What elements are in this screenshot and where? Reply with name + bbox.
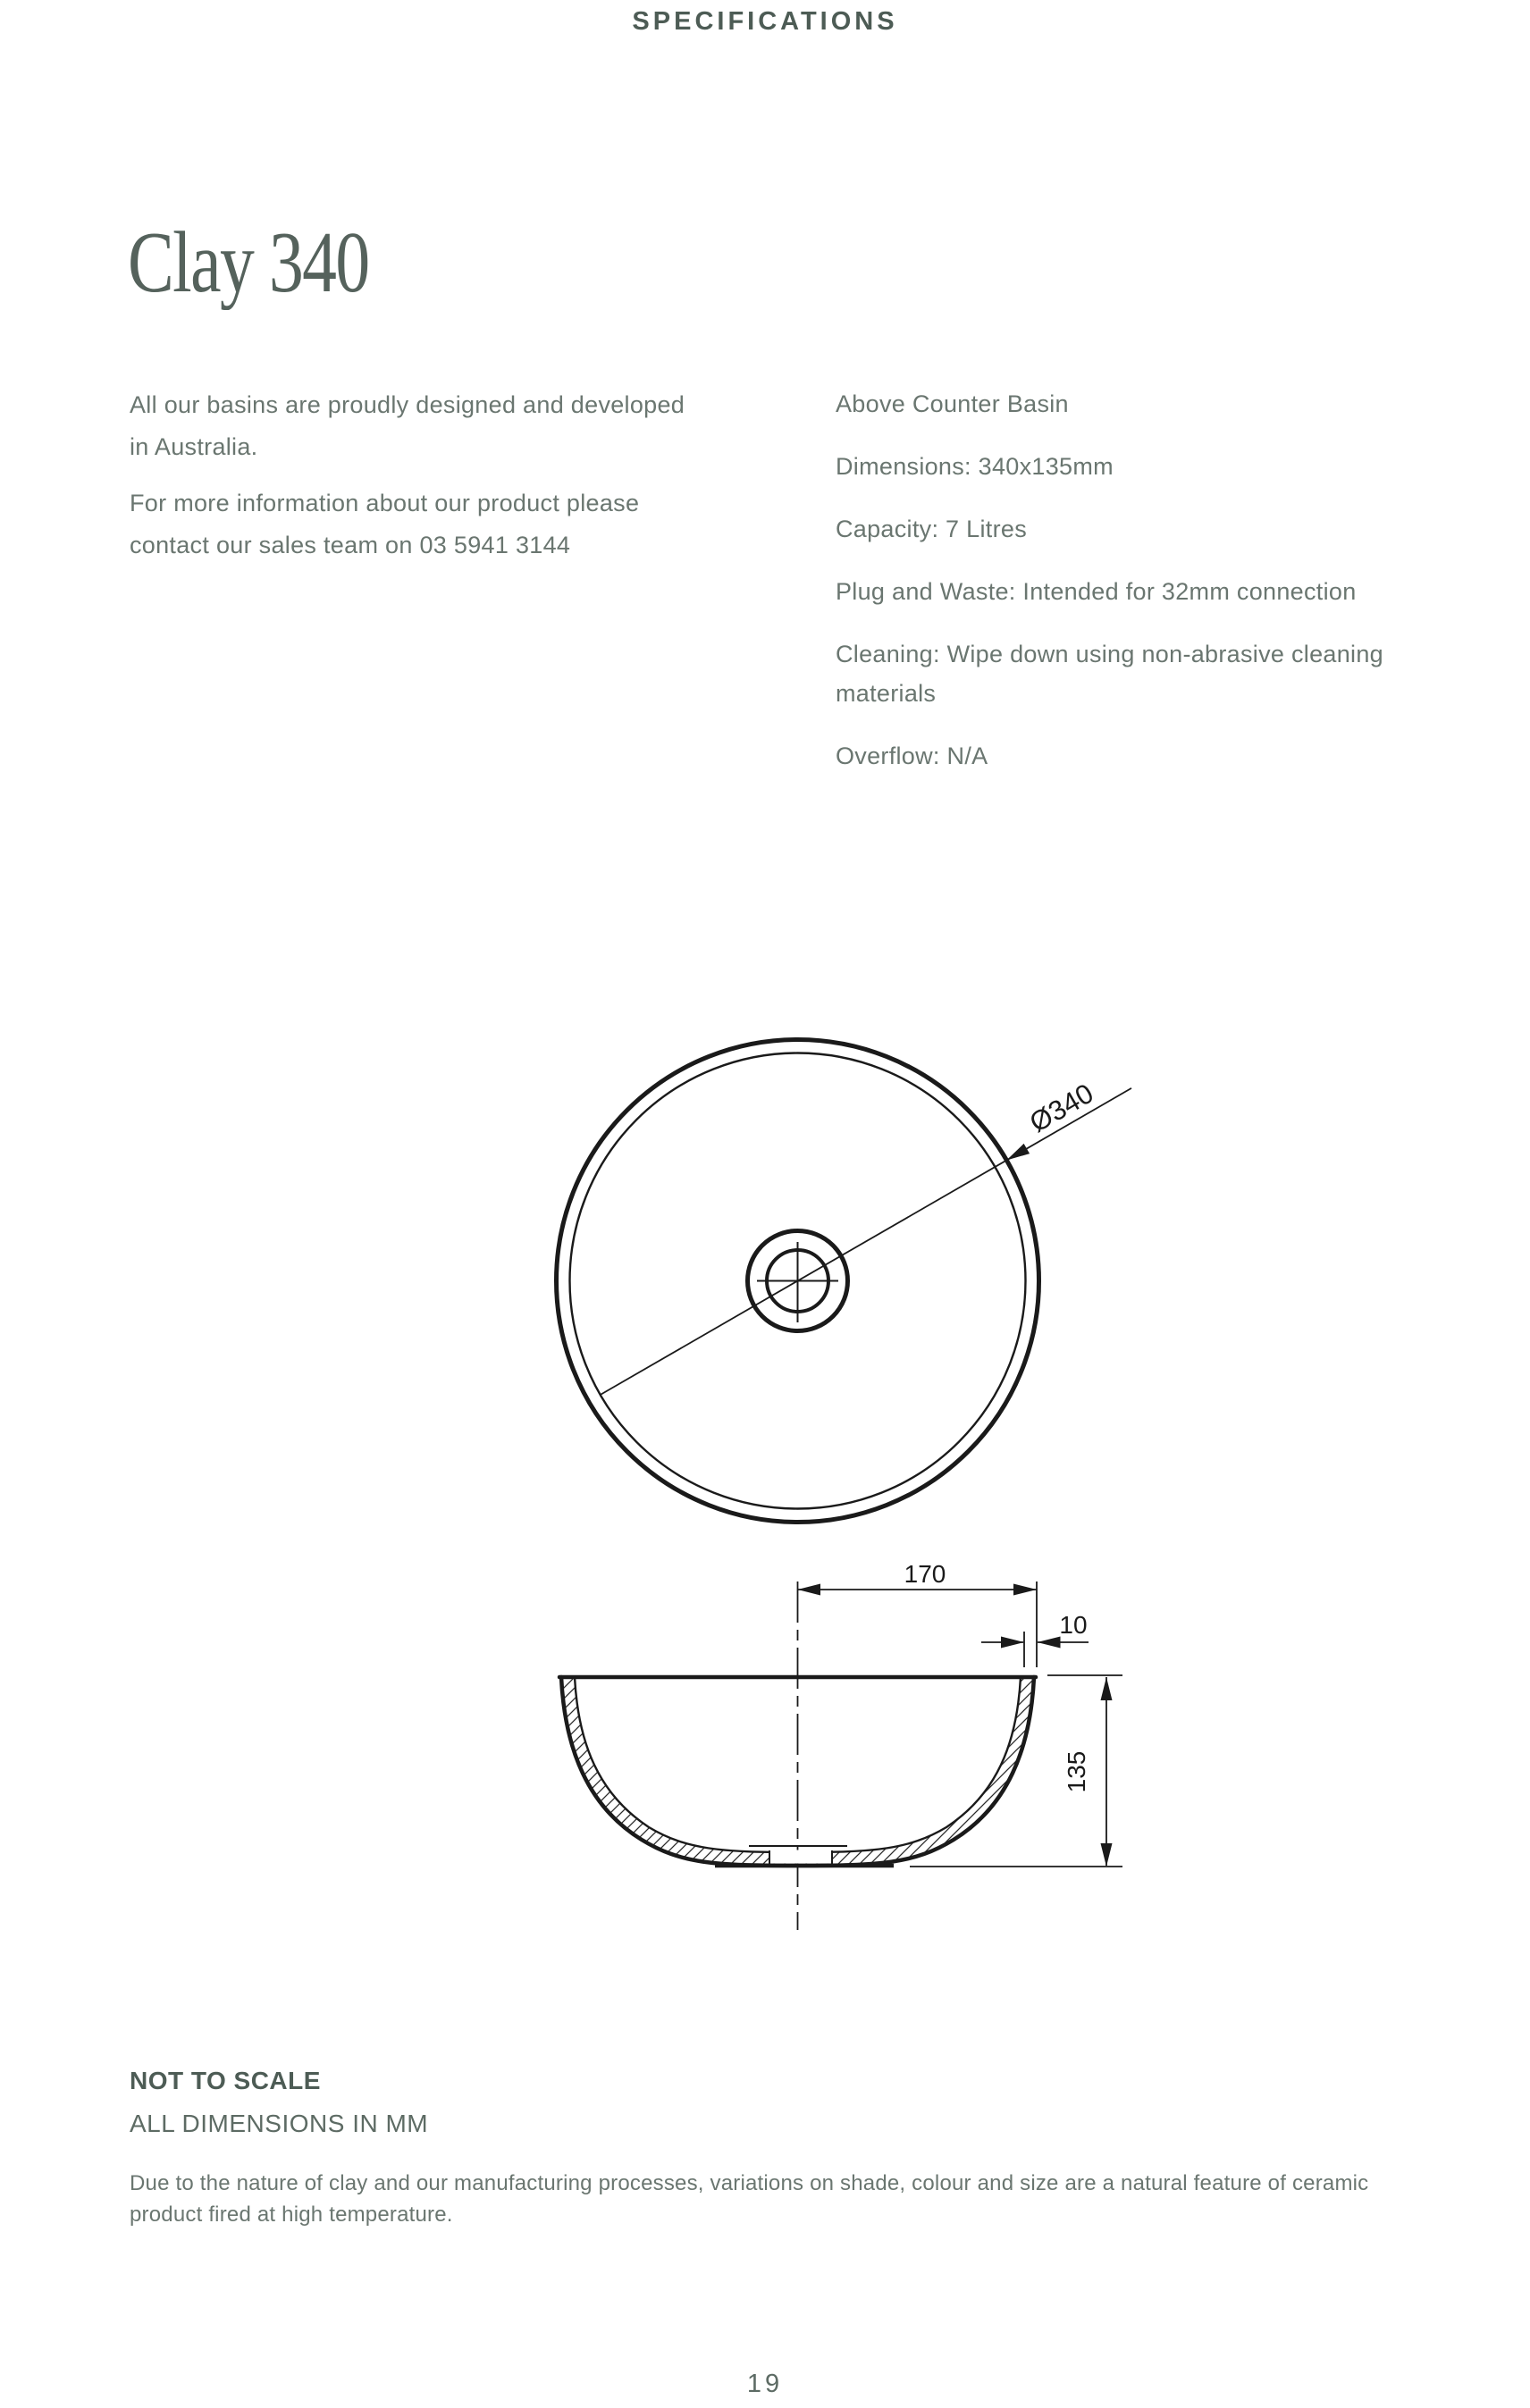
basin-top-view <box>557 1040 1132 1523</box>
diameter-label: Ø340 <box>1024 1077 1099 1139</box>
thickness-dimension-label: 10 <box>1059 1611 1088 1639</box>
intro-paragraph <box>130 384 809 468</box>
basin-drawing-svg <box>483 929 1224 1984</box>
footer-notes <box>130 2066 428 2139</box>
radius-dimension-label: 170 <box>904 1560 946 1588</box>
spec-item-plug-waste: Plug and Waste: Intended for 32mm connection <box>836 578 1357 605</box>
spec-list <box>836 384 1443 776</box>
intro-text <box>130 384 809 566</box>
height-arrowhead-bottom <box>1101 1843 1113 1867</box>
spec-item-type: Above Counter Basin <box>836 390 1069 417</box>
technical-drawing <box>483 929 1224 1984</box>
diameter-arrowhead <box>1006 1144 1030 1161</box>
page-header: SPECIFICATIONS <box>632 7 898 36</box>
thickness-arrowhead-right <box>1038 1637 1061 1649</box>
radius-arrowhead-right <box>1013 1584 1037 1596</box>
thickness-arrowhead-left <box>1001 1637 1024 1649</box>
disclaimer <box>130 2168 1488 2230</box>
basin-side-view <box>559 1560 1122 1930</box>
scale-note: NOT TO SCALE <box>130 2067 321 2094</box>
intro-line: in Australia. <box>130 433 258 460</box>
intro-paragraph <box>130 482 809 566</box>
spec-item-cleaning: Cleaning: Wipe down using non-abrasive cleaning materials <box>836 641 1383 707</box>
height-arrowhead-top <box>1101 1677 1113 1700</box>
spec-item-overflow: Overflow: N/A <box>836 743 988 769</box>
intro-line: contact our sales team on 03 5941 3144 <box>130 532 571 558</box>
radius-arrowhead-left <box>798 1584 821 1596</box>
disclaimer-line: Due to the nature of clay and our manufacturing processes, variations on shade, colour and size are a natural feature of ceramic <box>130 2171 1369 2195</box>
disclaimer-line: product fired at high temperature. <box>130 2202 453 2227</box>
diameter-dimension-line <box>601 1088 1131 1395</box>
waste-hole <box>769 1850 832 1864</box>
spec-item-capacity: Capacity: 7 Litres <box>836 516 1027 542</box>
units-note: ALL DIMENSIONS IN MM <box>130 2110 429 2137</box>
spec-item-dimensions: Dimensions: 340x135mm <box>836 453 1114 480</box>
page-number: 19 <box>746 2370 784 2398</box>
intro-line: For more information about our product please <box>130 490 640 516</box>
intro-line: All our basins are proudly designed and developed <box>130 391 685 418</box>
product-title: Clay 340 <box>128 214 369 310</box>
height-dimension-label: 135 <box>1063 1750 1090 1793</box>
